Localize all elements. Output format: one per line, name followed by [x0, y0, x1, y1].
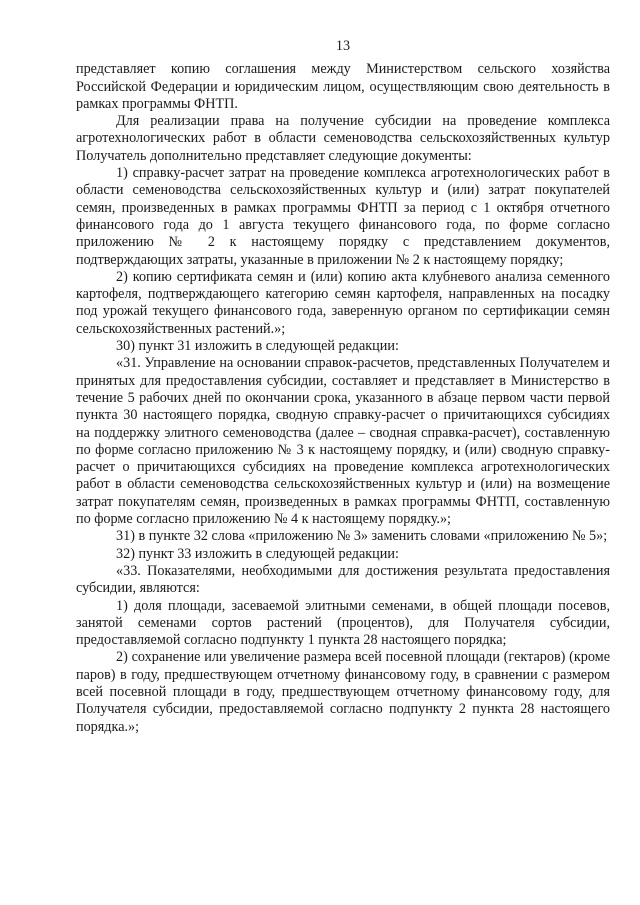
- paragraph-point-32: 32) пункт 33 изложить в следующей редакции:: [116, 545, 399, 562]
- document-page: [76, 38, 610, 736]
- paragraph-clause-31: «31. Управление на основании справок-расчетов, представленных Получателем и принятых для предоставления субсидии, составляет и представляет в Министерство в течение 5 рабочих дней по окончании срока, указанного в абзаце первом части первой пункта 30 настоящего порядка, сводную справку-расчет о причитающихся субсидиях на поддержку элитного семеноводства (далее – сводная справка-расчет), составленную по форме согласно приложению № 3 к настоящему порядку, и (или) сводную справку-расчет о причитающихся субсидиях на проведение комплекса агротехнологических работ в области семеноводства сельскохозяйственных культур и (или) на возмещение затрат покупателям семян, произведенных в рамках программы ФНТП, составленную по форме согласно приложению № 4 к настоящему порядку.»;: [76, 355, 610, 528]
- paragraph-continuation: представляет копию соглашения между Министерством сельского хозяйства Российской Федерации и юридическим лицом, осуществляющим свою деятельность в рамках программы ФНТП.: [76, 61, 610, 112]
- paragraph-item-2-seed-certificate: 2) копию сертификата семян и (или) копию акта клубневого анализа семенного картофеля, подтверждающего категорию семян картофеля, направленных на посадку под урожай текущего финансового года, заверенную органом по сертификации семян сельскохозяйственных растений.»;: [76, 268, 610, 337]
- paragraph-indicator-1: 1) доля площади, засеваемой элитными семенами, в общей площади посевов, занятой семенами сортов растений (процентов), для Получателя субсидии, предоставляемой согласно подпункту 1 пункта 28 настоящего порядка;: [76, 597, 610, 649]
- paragraph-subsidy-right: Для реализации права на получение субсидии на проведение комплекса агротехнологических работ в области семеноводства сельскохозяйственных культур Получатель дополнительно представляет следующие документы:: [76, 113, 610, 164]
- paragraph-point-31: 31) в пункте 32 слова «приложению № 3» заменить словами «приложению № 5»;: [116, 528, 608, 545]
- paragraph-clause-33: «33. Показателями, необходимыми для достижения результата предоставления субсидии, являются:: [76, 562, 610, 597]
- page-number: 13: [335, 38, 351, 54]
- paragraph-indicator-2: 2) сохранение или увеличение размера всей посевной площади (гектаров) (кроме паров) в году, предшествующем отчетному финансовому году, в сравнении с размером всей посевной площади в году, предшествующем отчетному финансовому году, для Получателя субсидии, предоставляемой согласно подпункту 2 пункта 28 настоящего порядка.»;: [76, 649, 610, 735]
- paragraph-point-30: 30) пункт 31 изложить в следующей редакции:: [116, 338, 399, 355]
- paragraph-item-1-certificate-calculation: 1) справку-расчет затрат на проведение комплекса агротехнологических работ в области семеноводства сельскохозяйственных культур и (или) затрат покупателей семян, произведенных в рамках программы ФНТП за период с 1 октября отчетного финансового года до 1 августа текущего финансового года, по форме согласно приложению № 2 к настоящему порядку с представлением документов, подтверждающих затраты, указанные в приложении № 2 к настоящему порядку;: [76, 165, 610, 268]
